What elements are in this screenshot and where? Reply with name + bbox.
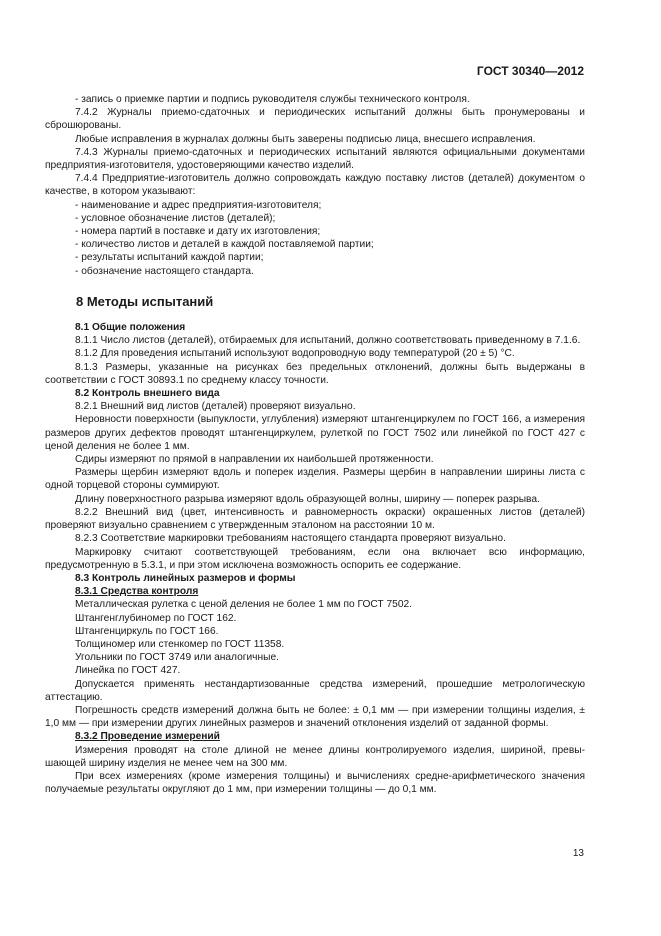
paragraph: Сдиры измеряют по прямой в направлении их наибольшей протяженности. — [75, 454, 434, 466]
paragraph: Погрешность средств измерений должна быть не более: ± 0,1 мм — при измерении толщины изделия, ± 1,0 мм — при измерении других линейных размеров и значений отклонения изделий от заданной формы. — [45, 704, 585, 730]
subsection-heading: 8.3 Контроль линейных размеров и формы — [75, 572, 296, 584]
paragraph: Линейка по ГОСТ 427. — [75, 665, 181, 677]
paragraph: 8.1.2 Для проведения испытаний используют водопроводную воду температурой (20 ± 5) °С. — [75, 348, 515, 360]
paragraph: Штангенглубиномер по ГОСТ 162. — [75, 612, 237, 624]
paragraph: При всех измерениях (кроме измерения толщины) и вычислениях средне-арифметического значения получаемые результаты округляют до 1 мм, при измерении толщины — до 0,1 мм. — [45, 770, 585, 796]
paragraph: Маркировку считают соответствующей требованиям, если она включает всю информацию, предусмотренную в 5.3.1, и при этом исключена возможность оспорить ее содержание. — [45, 546, 585, 571]
document-header: ГОСТ 30340—2012 — [476, 64, 584, 78]
subsection-heading: 8.1 Общие положения — [75, 322, 186, 334]
subsubsection-heading: 8.3.1 Средства контроля — [75, 586, 199, 598]
paragraph: 8.2.3 Соответствие маркировки требованиям настоящего стандарта проверяют визуально. — [75, 533, 506, 545]
paragraph: Любые исправления в журналах должны быть заверены подписью лица, внесшего исправления. — [75, 133, 536, 145]
paragraph: 8.2.1 Внешний вид листов (деталей) проверяют визуально. — [75, 401, 356, 413]
section-heading: 8 Методы испытаний — [76, 293, 214, 309]
subsubsection-heading: 8.3.2 Проведение измерений — [75, 731, 220, 743]
list-item: - наименование и адрес предприятия-изготовителя; — [75, 199, 322, 211]
paragraph: 7.4.2 Журналы приемо-сдаточных и периодических испытаний должны быть пронумерованы и сброшюрованы. — [45, 107, 585, 132]
paragraph: Допускается применять нестандартизованные средства измерений, прошедшие метрологическую аттестацию. — [45, 678, 585, 703]
document-body — [45, 93, 585, 796]
list-item: - количество листов и деталей в каждой поставляемой партии; — [75, 239, 374, 251]
page-number: 13 — [572, 848, 584, 859]
subsection-heading: 8.2 Контроль внешнего вида — [75, 388, 220, 400]
list-item: - условное обозначение листов (деталей); — [75, 212, 276, 224]
paragraph: Штангенциркуль по ГОСТ 166. — [75, 625, 219, 637]
paragraph: Угольники по ГОСТ 3749 или аналогичные. — [75, 652, 279, 664]
paragraph: 7.4.4 Предприятие-изготовитель должно сопровождать каждую поставку листов (деталей) документом о качестве, в котором указывают: — [45, 173, 585, 198]
list-item: - обозначение настоящего стандарта. — [75, 265, 254, 277]
paragraph: 7.4.3 Журналы приемо-сдаточных и периодических испытаний являются официальными документами предприятия-изготовителя, удостоверяющими качество изделий. — [45, 146, 585, 172]
list-item: - запись о приемке партии и подпись руководителя службы технического контроля. — [75, 94, 470, 105]
paragraph: 8.2.2 Внешний вид (цвет, интенсивность и равномерность окраски) окрашенных листов (деталей) проверяют визуально сравнением с утвержденным эталоном на расстоянии 10 м. — [45, 506, 585, 532]
list-item: - номера партий в поставке и дату их изготовления; — [75, 226, 321, 238]
paragraph: Размеры щербин измеряют вдоль и поперек изделия. Размеры щербин в направлении ширины листа с одной торцевой стороны суммируют. — [45, 467, 585, 492]
paragraph: Неровности поверхности (выпуклости, углубления) измеряют штангенциркулем по ГОСТ 166, а измерения размеров других дефектов проводят штангенциркулем, рулеткой по ГОСТ 7502 или линейкой по ГОСТ 427 с ценой деления не более 1 мм. — [45, 414, 585, 452]
paragraph: 8.1.1 Число листов (деталей), отбираемых для испытаний, должно соответствовать приведенному в 7.1.6. — [75, 335, 581, 347]
paragraph: Измерения проводят на столе длиной не менее длины контролируемого изделия, шириной, превышающей ширину изделия не менее чем на 300 мм. — [45, 744, 585, 769]
paragraph: 8.1.3 Размеры, указанные на рисунках без предельных отклонений, должны быть выдержаны в соответствии с ГОСТ 30893.1 по среднему классу точности. — [45, 361, 585, 386]
paragraph: Толщиномер или стенкомер по ГОСТ 11358. — [75, 638, 285, 650]
paragraph: Длину поверхностного разрыва измеряют вдоль образующей волны, ширину — поперек разрыва. — [75, 493, 540, 505]
list-item: - результаты испытаний каждой партии; — [75, 252, 264, 264]
paragraph: Металлическая рулетка с ценой деления не более 1 мм по ГОСТ 7502. — [75, 599, 412, 611]
